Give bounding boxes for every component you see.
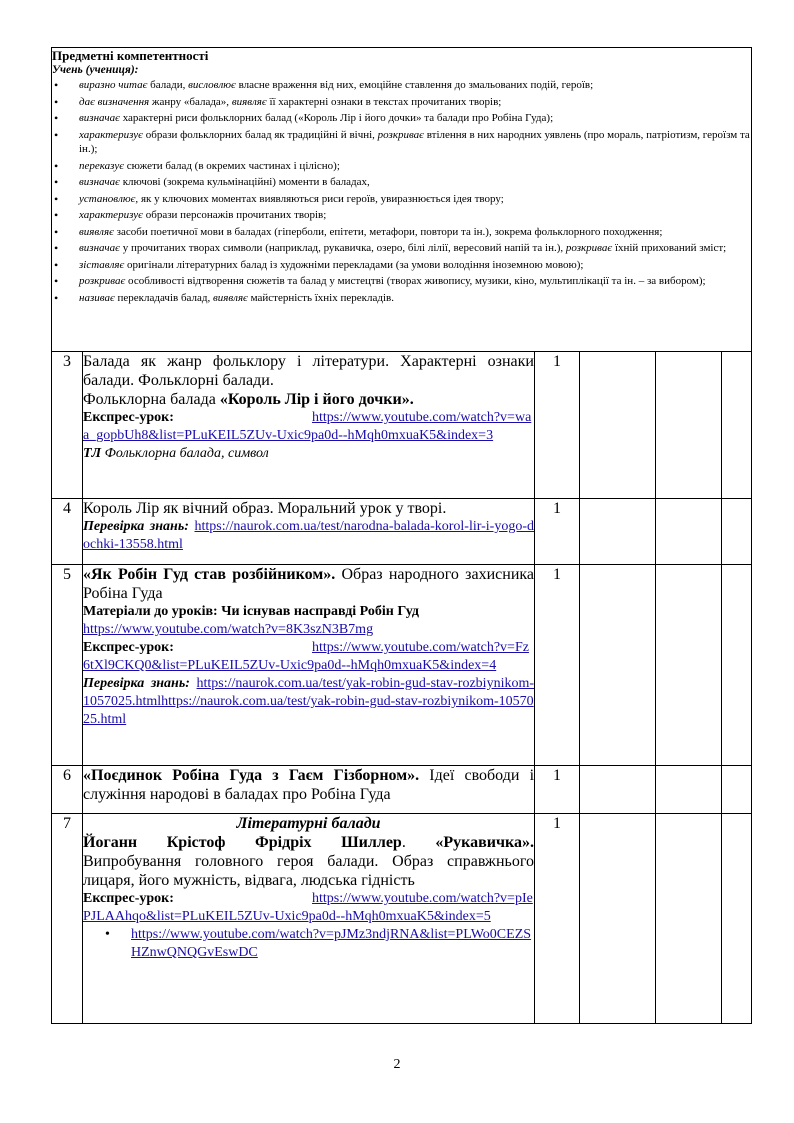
lesson-topic: Балада як жанр фольклору і літератури. Характерні ознаки балади. Фольклорні балади. (83, 353, 534, 389)
competency-item (52, 291, 751, 306)
materials-label: Матеріали до уроків: (83, 604, 218, 619)
competency-verb: виразно читає (79, 79, 148, 91)
tl-line (83, 445, 534, 463)
express-label: Експрес-урок: (83, 891, 174, 906)
competency-text: балади, (147, 79, 189, 91)
extra-link[interactable]: https://www.youtube.com/watch?v=pJMz3ndjRNA&list=PLWo0CEZSHZnwQNQGvEswDC (131, 927, 532, 960)
empty-cell (580, 814, 656, 1024)
express-label: Експрес-урок: (83, 410, 174, 425)
lesson-topic (83, 565, 534, 603)
lesson-work-title: «Король Лір і його дочки». (219, 391, 414, 408)
competency-verb: дає визначення (79, 95, 150, 108)
competency-text: сюжети балад (в окремих частинах і цілісно); (124, 159, 340, 172)
section-heading: Літературні балади (236, 815, 381, 832)
competency-item (52, 95, 751, 110)
page-number: 2 (393, 1057, 401, 1072)
empty-cell (656, 565, 722, 766)
check-link[interactable]: https://naurok.com.ua/test/yak-robin-gud-stav-rozbiynikom-1057025.htmlhttps://naurok.com.ua/test/yak-robin-gud-stav-rozbiynikom-1057025.html (83, 676, 535, 727)
empty-cell (580, 766, 656, 814)
competency-item (52, 78, 751, 93)
tl-text: Фольклорна балада, символ (101, 446, 269, 461)
lesson-content (83, 565, 535, 766)
competency-verb: розкриває (565, 242, 613, 254)
lesson-topic-text: Випробування головного героя балади. Образ справжнього лицаря, його мужність, відвага, людська гідність (83, 853, 534, 889)
competency-item (52, 274, 751, 289)
competency-item (52, 159, 751, 174)
table-row (52, 499, 752, 565)
competency-item (52, 225, 751, 240)
lesson-work-title: «Поєдинок Робіна Гуда з Гаєм Гізборном». (83, 767, 420, 784)
table-row (52, 565, 752, 766)
empty-cell (580, 565, 656, 766)
competency-verb: установлює, (79, 192, 139, 205)
competency-item (52, 111, 751, 126)
competency-text: їхній прихований зміст; (612, 242, 727, 254)
lesson-content (83, 766, 535, 814)
lesson-number: 4 (52, 499, 83, 565)
competency-verb: розкриває (377, 128, 424, 141)
competencies-row (52, 48, 752, 352)
competency-text: жанру «балада», (149, 95, 232, 108)
competency-text: особливості відтворення сюжетів та балад у мистецтві (творах живопису, музики, кіно, мультиплікації та ін. – за вибором); (125, 275, 706, 287)
express-link[interactable]: https://www.youtube.com/watch?v=Fz6tXl9CKQ0&list=PLuKEIL5ZUv-Uxic9pa0d--hMqh0mxuaK5&index=4 (83, 640, 529, 673)
lesson-number: 6 (52, 766, 83, 814)
competency-verb: визначає (79, 176, 120, 188)
empty-cell (722, 499, 752, 565)
competency-text: у прочитаних творах символи (наприклад, рукавичка, озеро, білі лілії, вересовий напій та ін.), (119, 242, 566, 254)
competency-text: її характерні ознаки в текстах прочитаних творів; (266, 95, 502, 108)
competency-text: втілення в них народних уявлень (про мораль, патріотизм, героїзм та ін.); (79, 128, 750, 155)
competency-verb: виявляє (212, 291, 248, 304)
check-label: Перевірка знань: (83, 519, 189, 534)
lesson-hours: 1 (535, 499, 580, 565)
competency-verb: визначає (79, 242, 120, 254)
check-link[interactable]: https://naurok.com.ua/test/narodna-balada-korol-lir-i-yogo-dochki-13558.html (83, 519, 535, 552)
tl-label: ТЛ (83, 446, 102, 461)
empty-cell (580, 499, 656, 565)
table-row (52, 352, 752, 499)
curriculum-table (51, 47, 752, 1024)
competency-verb: висловлює (188, 79, 236, 91)
competency-verb: виявляє (231, 95, 267, 108)
lesson-topic: Йоганн Крістоф Фрідріх Шиллер. «Рукавичка». Випробування головного героя балади. Образ справжнього лицаря, його мужність, відвага, людська гідність (83, 834, 535, 889)
competency-text: образи фольклорних балад як традиційні й вічні, (142, 128, 378, 141)
lesson-content (83, 814, 535, 1024)
express-link[interactable]: https://www.youtube.com/watch?v=pIePJLAAhqo&list=PLuKEIL5ZUv-Uxic9pa0d--hMqh0mxuaK5&index=5 (83, 891, 533, 924)
competencies-student: Учень (учениця): (52, 64, 139, 76)
competency-item (52, 241, 751, 256)
lesson-number: 3 (52, 352, 83, 499)
check-line (83, 518, 534, 554)
competencies-list (52, 78, 751, 305)
check-line (83, 675, 534, 729)
materials-link[interactable]: https://www.youtube.com/watch?v=8K3szN3B7mg (83, 622, 374, 637)
competency-text: власне враження від них, емоційне ставлення до змальованих подій, героїв; (235, 79, 594, 91)
lesson-topic: Король Лір як вічний образ. Моральний урок у творі. (83, 500, 447, 517)
competency-text: образи персонажів прочитаних творів; (142, 209, 327, 221)
competency-text: майстерність їхніх перекладів. (247, 291, 394, 304)
competency-text: перекладачів балад, (114, 291, 213, 304)
materials-link-wrap (83, 621, 534, 639)
empty-cell (656, 499, 722, 565)
competency-item (52, 128, 751, 157)
competencies-title: Предметні компетентності (52, 48, 209, 63)
lesson-topic (83, 766, 534, 804)
author-name: Йоганн Крістоф Фрідріх Шиллер (83, 834, 402, 851)
table-row (52, 766, 752, 814)
competency-text: характерні риси фольклорних балад («Король Лір і його дочки» та балади про Робіна Гуда); (119, 112, 554, 124)
empty-cell (722, 814, 752, 1024)
extra-links (83, 926, 534, 962)
competency-item (52, 258, 751, 273)
competency-item (52, 208, 751, 223)
competency-verb: розкриває (79, 275, 126, 287)
empty-cell (722, 766, 752, 814)
competency-text: оригінали літературних балад із художніми перекладами (за умови володіння іноземною мовою); (124, 258, 584, 271)
lesson-work-prefix: Фольклорна балада (83, 391, 220, 408)
competency-verb: виявляє (79, 225, 114, 238)
lesson-hours: 1 (535, 565, 580, 766)
express-label: Експрес-урок: (83, 640, 174, 655)
lesson-work-title: «Як Робін Гуд став розбійником». (83, 566, 336, 583)
competency-verb: характеризує (79, 128, 143, 141)
competency-text: засоби поетичної мови в баладах (гіперболи, епітети, метафори, повтори та ін.), зокрема фольклорного походження; (113, 225, 663, 238)
lesson-work (83, 390, 534, 409)
materials-text: Чи існував насправді Робін Гуд (217, 604, 419, 619)
list-item (83, 926, 534, 962)
express-link[interactable]: https://www.youtube.com/watch?v=waa_gopbUh8&list=PLuKEIL5ZUv-Uxic9pa0d--hMqh0mxuaK5&index=3 (83, 410, 532, 443)
lesson-hours: 1 (535, 814, 580, 1024)
competency-text: ключові (зокрема кульмінаційні) моменти в баладах, (119, 176, 370, 188)
empty-cell (656, 814, 722, 1024)
lesson-content (83, 499, 535, 565)
check-label: Перевірка знань: (83, 676, 190, 691)
lesson-topic-text: Ідеї свободи і служіння народові в баладах про Робіна Гуда (83, 767, 535, 803)
lesson-number: 7 (52, 814, 83, 1024)
competency-item (52, 175, 751, 190)
lesson-topic-text: Образ народного захисника Робіна Гуда (83, 566, 535, 602)
empty-cell (580, 352, 656, 499)
lesson-content (83, 352, 535, 499)
competency-verb: називає (79, 291, 115, 304)
competency-verb: характеризує (79, 209, 143, 221)
empty-cell (656, 352, 722, 499)
table-row (52, 814, 752, 1024)
materials-line (83, 603, 534, 621)
empty-cell (656, 766, 722, 814)
empty-cell (722, 565, 752, 766)
empty-cell (722, 352, 752, 499)
competencies-cell (52, 48, 752, 352)
competency-verb: переказує (79, 159, 125, 172)
competency-verb: визначає (79, 112, 120, 124)
lesson-hours: 1 (535, 766, 580, 814)
lesson-work-title: «Рукавичка». (435, 834, 535, 851)
lesson-number: 5 (52, 565, 83, 766)
competency-text: як у ключових моментах виявляються риси героїв, увиразнюється ідея твору; (138, 192, 504, 205)
competency-item (52, 192, 751, 207)
lesson-hours: 1 (535, 352, 580, 499)
competency-verb: зіставляє (79, 258, 125, 271)
